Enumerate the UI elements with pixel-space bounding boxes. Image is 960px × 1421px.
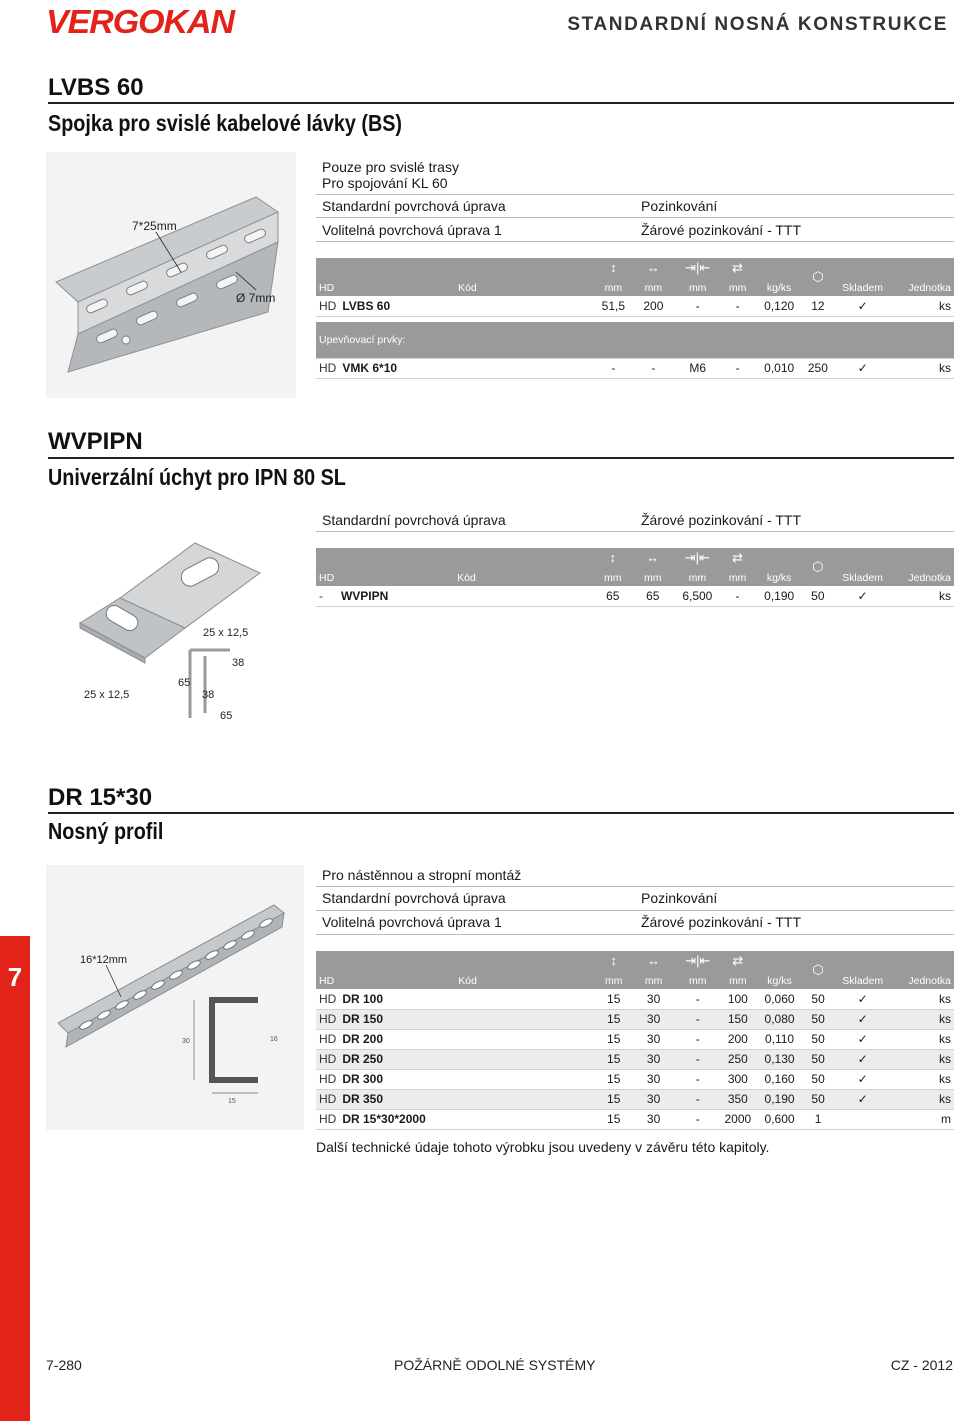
col-hd: HD [316,548,338,586]
col-weight: kg/ks [755,258,803,296]
page-header-title: STANDARDNÍ NOSNÁ KONSTRUKCE [567,14,948,35]
table-row: HD DR 250 15 30 - 250 0,130 50 ✓ ks [316,1049,954,1069]
col-width: ↔ mm [631,258,675,296]
table-row: HD DR 150 15 30 - 150 0,080 50 ✓ ks [316,1009,954,1029]
col-length: ⇄ mm [720,951,756,989]
table-row: HD LVBS 60 51,5 200 - - 0,120 12 ✓ ks [316,296,954,316]
footer-edition: CZ - 2012 [890,1357,953,1373]
image-label: 38 [232,657,245,669]
col-weight: kg/ks [755,548,803,586]
table-row: - WVPIPN 65 65 6,500 - 0,190 50 ✓ ks [316,586,954,606]
section-divider [48,457,954,459]
opposing-arrows-icon: ⇄ [732,260,744,275]
col-stock: Skladem [833,258,893,296]
section-divider [48,102,954,104]
image-label: 30 [182,1038,190,1045]
product-image-dr [46,865,304,1130]
spec-table [316,548,954,607]
svg-text:VERGOKAN: VERGOKAN [46,4,236,38]
col-length: ⇄ mm [720,258,756,296]
box-icon: ⬡ [812,962,824,977]
col-stock: Skladem [833,548,893,586]
image-label: Ø 7mm [236,291,276,305]
checkmark-icon: ✓ [833,989,893,1009]
spec-table [316,258,954,379]
section-name: Univerzální úchyt pro IPN 80 SL [48,464,346,490]
opposing-arrows-icon: ⇄ [732,550,743,565]
box-icon: ⬡ [812,559,824,574]
spec-table [316,951,954,1130]
section-code: LVBS 60 [48,74,144,101]
col-hd: HD [316,258,339,296]
table-row: HD DR 200 15 30 - 200 0,110 50 ✓ ks [316,1029,954,1049]
product-image-lvbs [46,152,296,398]
checkmark-icon: ✓ [833,1089,893,1109]
vergokan-logo [46,4,236,38]
table-row: HD VMK 6*10 - - M6 - 0,010 250 ✓ ks [316,358,954,378]
vertical-double-arrow-icon: ↕ [610,953,617,968]
col-height: ↕ mm [595,258,631,296]
finish-opt-label: Volitelná povrchová úprava 1 [322,914,502,930]
footnote: Další technické údaje tohoto výrobku jsou uvedeny v závěru této kapitoly. [316,1139,770,1155]
col-height: ↕ mm [596,951,632,989]
finish-std-value: Pozinkování [641,890,718,906]
product-image-wvpipn [60,538,270,728]
image-label: 38 [202,689,215,701]
image-label: 65 [178,677,191,689]
image-label: 7*25mm [132,219,177,233]
col-height: ↕ mm [595,548,631,586]
box-icon: ⬡ [812,269,824,284]
col-code: Kód [339,258,595,296]
table-row: HD DR 300 15 30 - 300 0,160 50 ✓ ks [316,1069,954,1089]
table-row: HD DR 350 15 30 - 350 0,190 50 ✓ ks [316,1089,954,1109]
checkmark-icon: ✓ [833,1009,893,1029]
finish-std-value: Pozinkování [641,198,718,214]
col-code: Kód [339,951,596,989]
col-pack [803,548,833,586]
finish-std-label: Standardní povrchová úprava [322,198,506,214]
col-unit: Jednotka [892,258,954,296]
note: Pouze pro svislé trasy [322,159,459,175]
image-label: 16*12mm [80,954,128,966]
col-bolt: ⇥|⇤ mm [675,548,720,586]
checkmark-icon: ✓ [833,1049,893,1069]
col-unit: Jednotka [892,951,954,989]
vertical-double-arrow-icon: ↕ [610,260,617,275]
col-hd: HD [316,951,339,989]
chapter-tab [0,936,30,1421]
opposing-arrows-icon: ⇄ [732,953,744,968]
checkmark-icon: ✓ [833,1029,893,1049]
page-number: 7-280 [46,1357,82,1373]
finish-std-label: Standardní povrchová úprava [322,890,506,906]
finish-std-label: Standardní povrchová úprava [322,512,506,528]
image-label: 15 [228,1098,236,1105]
finish-opt-value: Žárové pozinkování - TTT [641,914,802,930]
finish-std-value: Žárové pozinkování - TTT [641,512,802,528]
section-name: Nosný profil [48,818,164,844]
col-unit: Jednotka [892,548,954,586]
checkmark-icon: ✓ [833,296,893,316]
horizontal-double-arrow-icon: ↔ [647,953,661,968]
col-code: Kód [338,548,595,586]
note: Pro nástěnnou a stropní montáž [322,867,522,883]
image-label: 16 [270,1036,278,1043]
chapter-number: 7 [7,962,23,992]
table-row: HD DR 100 15 30 - 100 0,060 50 ✓ ks [316,989,954,1009]
footer-section: POŽÁRNĚ ODOLNÉ SYSTÉMY [394,1357,596,1373]
col-width: ↔ mm [631,951,675,989]
image-label: 65 [220,710,233,722]
col-length: ⇄ mm [720,548,756,586]
col-stock: Skladem [833,951,893,989]
horizontal-double-arrow-icon: ↔ [646,260,660,275]
col-pack [803,951,833,989]
col-bolt: ⇥|⇤ mm [676,951,720,989]
checkmark-icon: ✓ [833,1069,893,1089]
finish-opt-value: Žárové pozinkování - TTT [641,222,802,238]
bolt-gap-icon: ⇥|⇤ [685,260,711,275]
table-row: HD DR 15*30*2000 15 30 - 2000 0,600 1 m [316,1109,954,1129]
checkmark-icon: ✓ [833,586,893,606]
col-weight: kg/ks [756,951,804,989]
note: Pro spojování KL 60 [322,175,448,191]
col-width: ↔ mm [631,548,675,586]
horizontal-double-arrow-icon: ↔ [646,550,660,565]
section-code: WVPIPN [48,428,143,455]
image-label: 25 x 12,5 [84,689,130,701]
fixings-header: Upevňovací prvky: [316,322,954,358]
finish-opt-label: Volitelná povrchová úprava 1 [322,222,502,238]
section-divider [48,812,954,814]
bolt-gap-icon: ⇥|⇤ [684,550,710,565]
section-code: DR 15*30 [48,784,153,811]
section-name: Spojka pro svislé kabelové lávky (BS) [48,110,403,136]
bolt-gap-icon: ⇥|⇤ [685,953,711,968]
image-label: 25 x 12,5 [203,627,249,639]
vertical-double-arrow-icon: ↕ [609,550,617,565]
col-bolt: ⇥|⇤ mm [676,258,720,296]
checkmark-icon: ✓ [833,358,893,378]
col-pack [803,258,833,296]
